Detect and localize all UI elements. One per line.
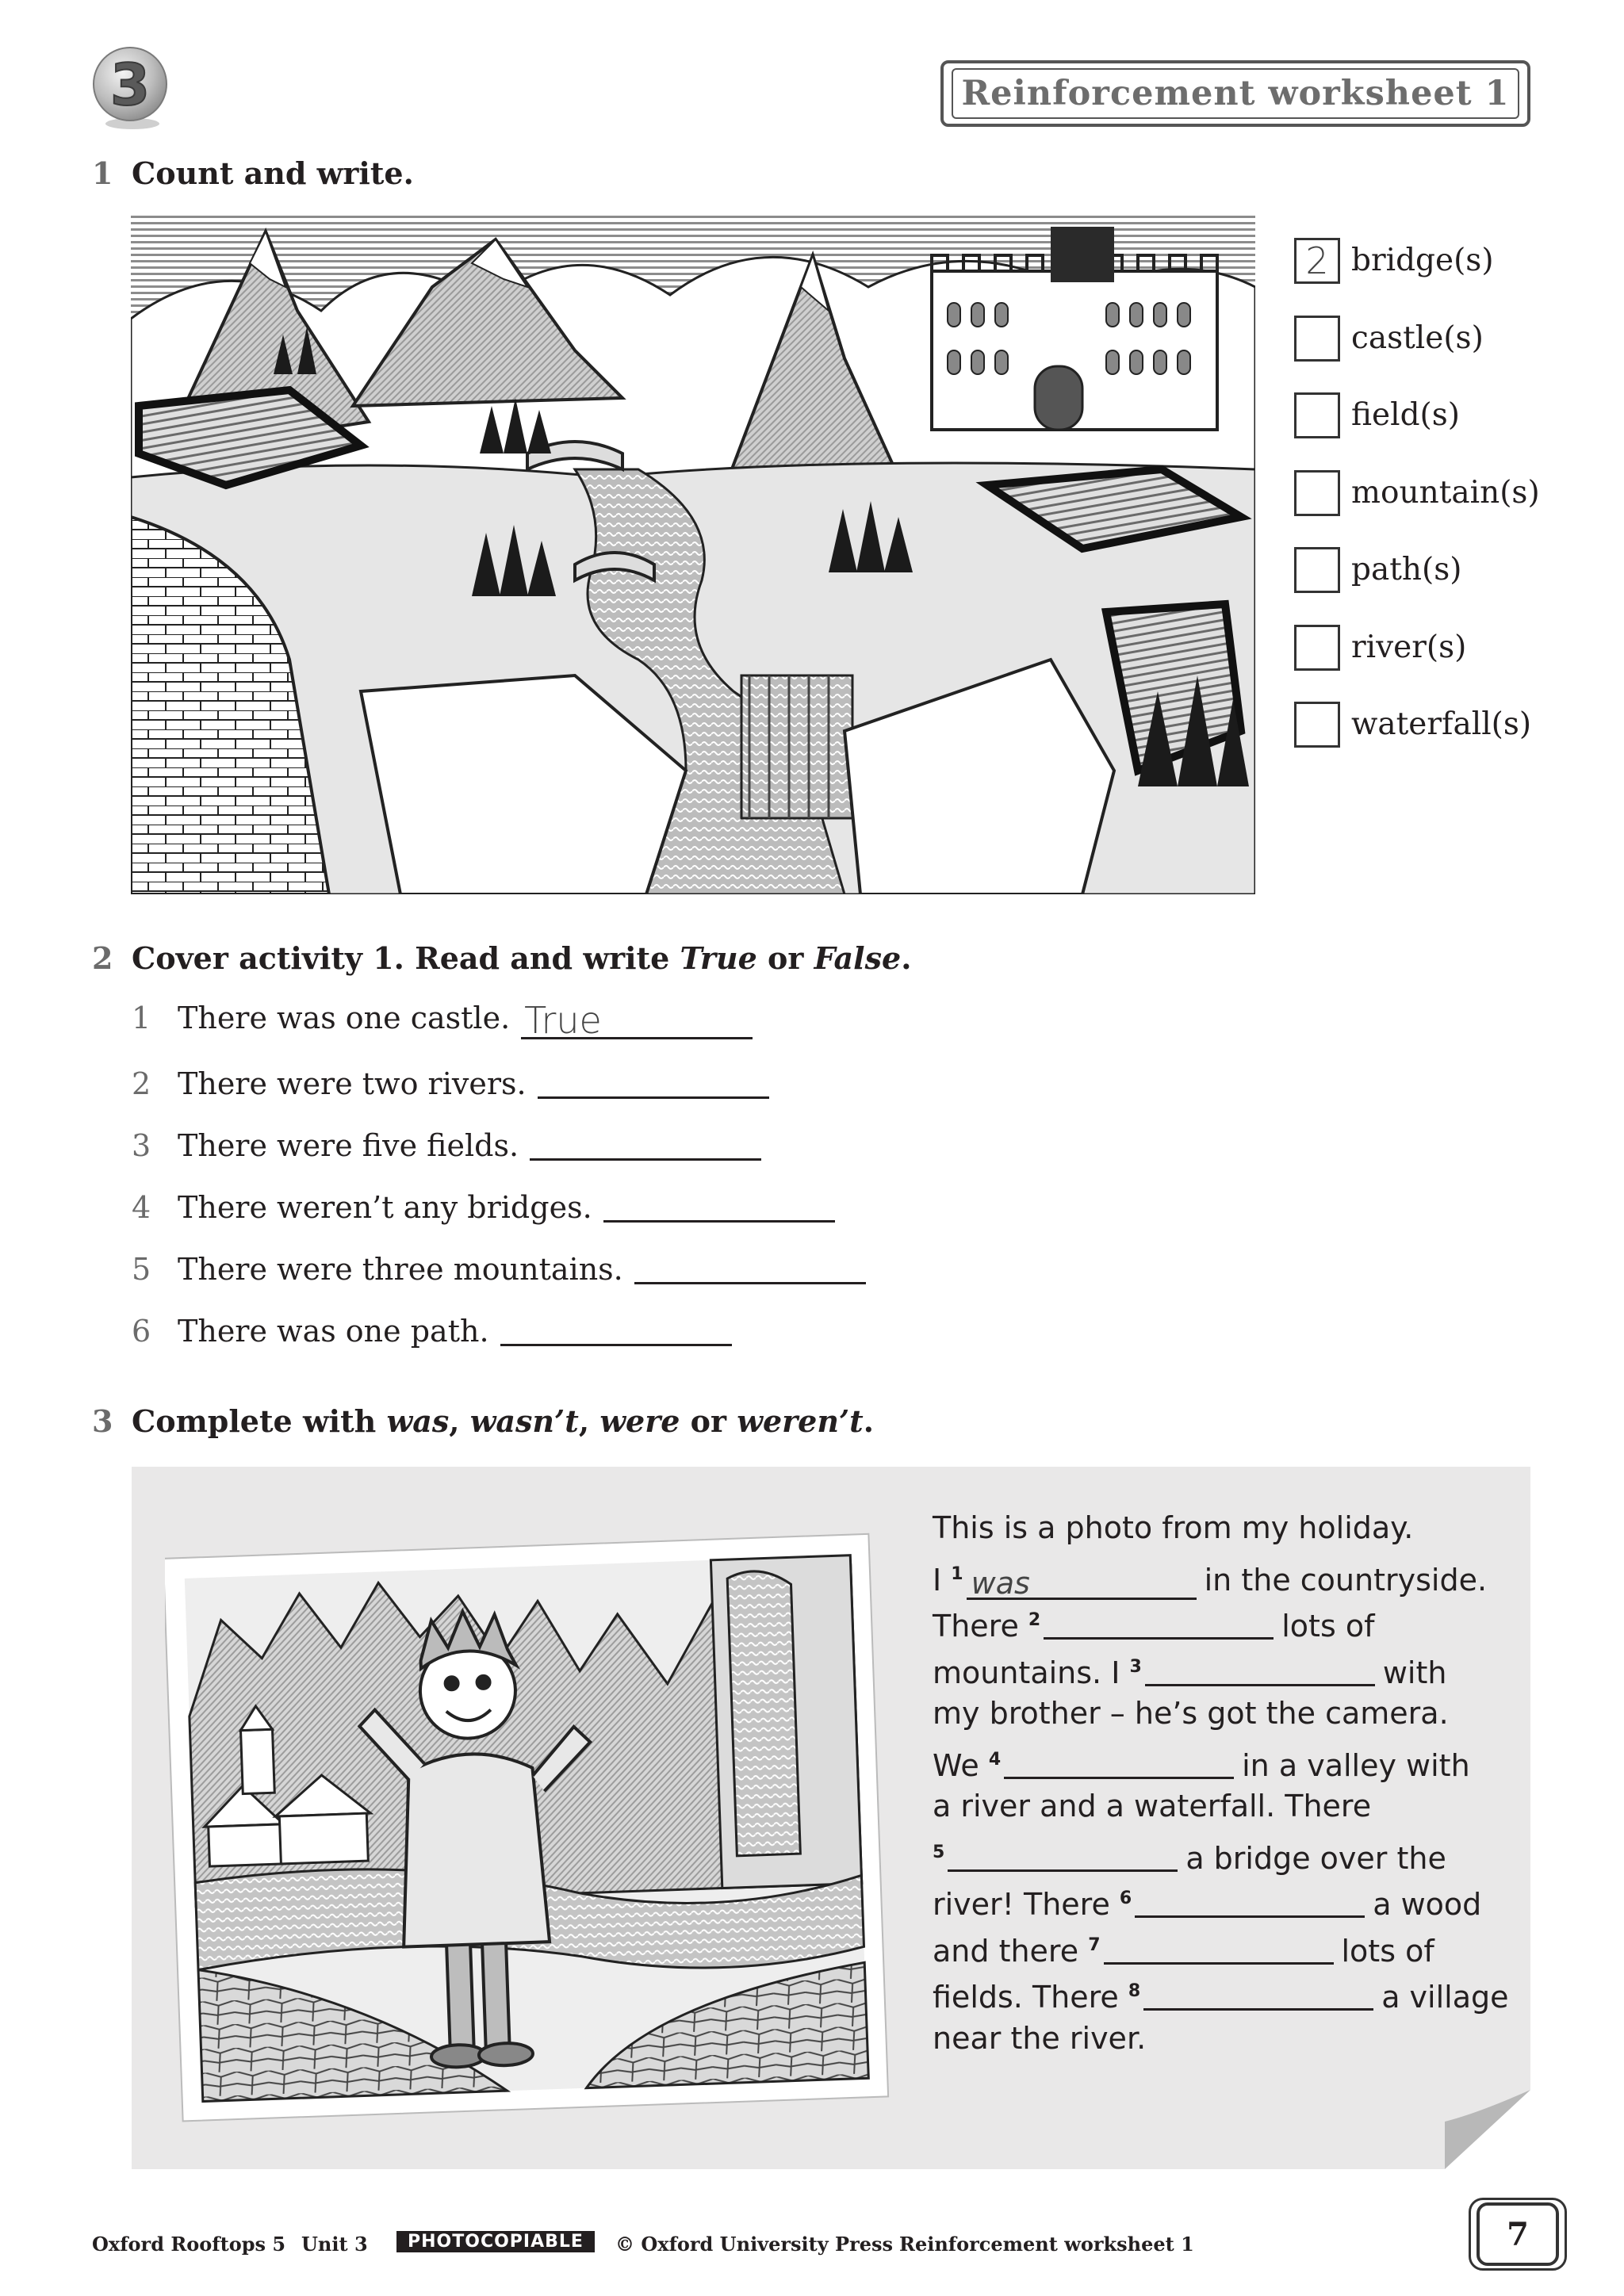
activity3-heading: [92, 1403, 874, 1439]
cloze-line: [933, 2015, 1511, 2062]
count-answer-box[interactable]: [1294, 316, 1340, 362]
tf-item-number: 5: [132, 1252, 151, 1287]
word-wasnt: wasn’t: [469, 1403, 579, 1439]
true-false-list: [132, 1001, 1004, 1372]
count-answer-box[interactable]: [1294, 547, 1340, 593]
blank-number: 2: [1028, 1610, 1041, 1630]
tf-item: [132, 1124, 1004, 1186]
unit-number: 3: [109, 52, 151, 118]
tf-item-text: There were five fields.: [178, 1128, 519, 1163]
tf-item: [132, 1062, 1004, 1124]
count-item-mountains: [1294, 470, 1595, 548]
count-label: path(s): [1351, 552, 1462, 587]
tf-item-text: There was one castle.: [178, 1001, 511, 1035]
blank-number: 6: [1119, 1888, 1132, 1908]
tf-item-number: 6: [132, 1314, 151, 1349]
count-label: field(s): [1351, 397, 1460, 433]
cloze-text-segment: river! There: [933, 1887, 1120, 1922]
blank-number: 5: [933, 1842, 945, 1862]
period: .: [863, 1403, 874, 1439]
page-number: 7: [1507, 2215, 1529, 2253]
tf-item-text: There was one path.: [178, 1314, 489, 1349]
cloze-line: [933, 1505, 1511, 1552]
tf-item-text: There were two rivers.: [178, 1066, 527, 1101]
tf-item: [132, 1001, 1004, 1062]
tf-item: [132, 1310, 1004, 1372]
landscape-illustration: [131, 216, 1255, 894]
footer-publisher: © Oxford University Press: [615, 2233, 894, 2256]
cloze-text-segment: lots of: [1341, 1933, 1434, 1969]
cloze-line: [933, 1969, 1511, 2015]
cloze-blank-3[interactable]: [1145, 1658, 1375, 1686]
word-werent: weren’t: [737, 1403, 864, 1439]
count-item-waterfalls: [1294, 702, 1595, 779]
blank-number: 4: [988, 1749, 1002, 1770]
count-answer-box[interactable]: [1294, 702, 1340, 748]
landscape-drawing: [131, 216, 1255, 894]
activity3-instruction: Complete with: [132, 1403, 387, 1439]
activity1-instruction: Count and write.: [132, 155, 414, 191]
tf-item-number: 1: [132, 1001, 151, 1035]
cloze-text-segment: mountains. I: [933, 1655, 1130, 1690]
page-number-badge: [1469, 2198, 1567, 2271]
cloze-blank-8[interactable]: [1143, 1982, 1373, 2011]
blank-number: 1: [951, 1563, 963, 1584]
separator: ,: [449, 1403, 470, 1439]
cloze-text: [933, 1505, 1511, 2061]
count-label: waterfall(s): [1351, 706, 1532, 742]
cloze-line: [933, 1644, 1511, 1691]
activity2-period: .: [901, 940, 912, 976]
cloze-text-segment: my brother – he’s got the camera.: [933, 1696, 1449, 1731]
cloze-text-segment: a bridge over the: [1185, 1840, 1446, 1876]
activity2-instruction: Cover activity 1. Read and write: [132, 940, 680, 976]
page-curl-graphic: [1445, 2090, 1530, 2169]
count-item-castles: [1294, 316, 1595, 393]
cloze-blank-6[interactable]: [1135, 1889, 1365, 1918]
footer-worksheet: Reinforcement worksheet 1: [899, 2233, 1194, 2256]
cloze-blank-2[interactable]: [1044, 1611, 1274, 1640]
cloze-line: [933, 1876, 1511, 1923]
tf-answer-blank[interactable]: True: [521, 1008, 753, 1039]
count-label: river(s): [1351, 629, 1467, 665]
cloze-text-segment: We: [933, 1747, 989, 1783]
tf-item-text: There were three mountains.: [178, 1252, 623, 1287]
footer-unit: Unit 3: [301, 2233, 368, 2256]
tf-answer-blank[interactable]: [500, 1314, 732, 1346]
count-answer-box[interactable]: 2: [1294, 238, 1340, 284]
unit-badge: [90, 43, 171, 132]
cloze-line: [933, 1830, 1511, 1877]
cloze-text-segment: I: [933, 1562, 952, 1598]
tf-answer-blank[interactable]: [634, 1253, 866, 1284]
tf-answer-blank[interactable]: [530, 1129, 761, 1161]
activity3-number: 3: [92, 1403, 113, 1439]
separator: ,: [578, 1403, 600, 1439]
footer-book: Oxford Rooftops 5: [92, 2233, 286, 2256]
worksheet-title: Reinforcement worksheet 1: [961, 74, 1510, 113]
activity1-heading: [92, 155, 414, 191]
count-item-fields: [1294, 392, 1595, 470]
activity2-number: 2: [92, 940, 113, 976]
cloze-blank-1[interactable]: was: [967, 1571, 1197, 1600]
count-answer-box[interactable]: [1294, 470, 1340, 516]
cloze-text-segment: fields. There: [933, 1980, 1128, 2015]
cloze-text-segment: in the countryside.: [1204, 1562, 1488, 1598]
cloze-text-segment: There: [933, 1609, 1028, 1644]
cloze-blank-7[interactable]: [1104, 1936, 1334, 1965]
cloze-text-segment: lots of: [1281, 1609, 1375, 1644]
holiday-photo: [165, 1514, 893, 2141]
activity2-word-true: True: [680, 940, 757, 976]
word-was: was: [386, 1403, 450, 1439]
count-label: bridge(s): [1351, 243, 1494, 278]
cloze-line: [933, 1598, 1511, 1644]
blank-number: 3: [1129, 1656, 1142, 1677]
activity2-word-false: False: [814, 940, 902, 976]
tf-item-text: There weren’t any bridges.: [178, 1190, 592, 1225]
tf-item: [132, 1248, 1004, 1310]
count-answer-box[interactable]: [1294, 392, 1340, 438]
unit-badge-graphic: [90, 43, 171, 132]
tf-answer-blank[interactable]: [603, 1191, 835, 1223]
activity2-word-or: or: [756, 940, 814, 976]
activity2-heading: [92, 940, 911, 976]
cloze-line: [933, 1552, 1511, 1601]
blank-number: 8: [1128, 1981, 1141, 2001]
activity1-number: 1: [92, 155, 113, 191]
tf-item-number: 4: [132, 1190, 151, 1225]
count-answer-box[interactable]: [1294, 625, 1340, 671]
separator-or: or: [680, 1403, 737, 1439]
cloze-line: [933, 1690, 1511, 1737]
cloze-text-segment: near the river.: [933, 2020, 1147, 2056]
count-item-bridges: [1294, 238, 1595, 316]
cloze-text-segment: a village: [1381, 1980, 1509, 2015]
cloze-text-segment: a river and a waterfall. There: [933, 1789, 1372, 1823]
count-label: mountain(s): [1351, 474, 1540, 511]
tf-item-number: 3: [132, 1128, 151, 1163]
cloze-text-segment: a wood: [1373, 1887, 1482, 1922]
cloze-blank-4[interactable]: [1004, 1751, 1234, 1779]
footer: [92, 2233, 1202, 2258]
cloze-text-segment: in a valley with: [1242, 1747, 1470, 1783]
blank-number: 7: [1088, 1934, 1101, 1955]
count-label: castle(s): [1351, 320, 1484, 356]
count-list: [1294, 238, 1595, 779]
tf-item-number: 2: [132, 1066, 151, 1101]
cloze-line: [933, 1737, 1511, 1784]
photocopiable-badge: PHOTOCOPIABLE: [396, 2231, 595, 2252]
word-were: were: [599, 1403, 680, 1439]
holiday-photo-drawing: [165, 1514, 893, 2141]
cloze-blank-5[interactable]: [948, 1843, 1178, 1872]
count-item-rivers: [1294, 625, 1595, 702]
cloze-text-segment: This is a photo from my holiday.: [933, 1510, 1414, 1545]
cloze-text-segment: with: [1382, 1655, 1447, 1690]
count-item-paths: [1294, 547, 1595, 625]
cloze-line: [933, 1923, 1511, 1969]
page-curl: [1445, 2090, 1530, 2169]
tf-answer-blank[interactable]: [538, 1067, 769, 1099]
cloze-line: [933, 1783, 1511, 1830]
tf-item: [132, 1186, 1004, 1248]
worksheet-title-plaque: [940, 60, 1530, 127]
cloze-text-segment: and there: [933, 1933, 1089, 1969]
